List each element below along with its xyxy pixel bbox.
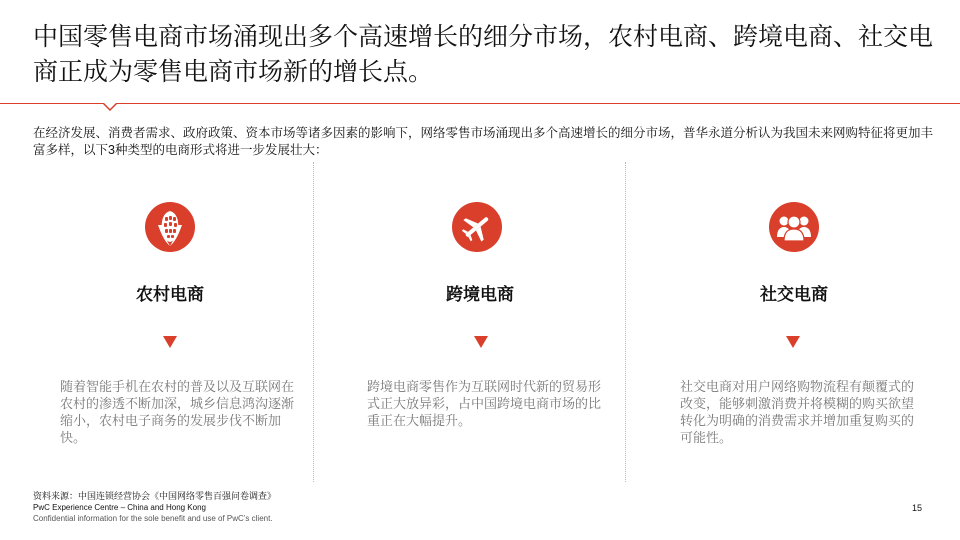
page-number: 15	[912, 503, 923, 513]
column-rural-ecommerce	[20, 166, 320, 486]
down-arrow-icon	[163, 336, 177, 348]
organization-name: PwC Experience Centre – China and Hong Kong	[33, 503, 206, 512]
column-heading: 农村电商	[136, 285, 204, 304]
source-note: 资料来源：中国连锁经营协会《中国网络零售百强问卷调查》	[33, 491, 277, 501]
intro-paragraph: 在经济发展、消费者需求、政府政策、资本市场等诸多因素的影响下，网络零售市场涌现出多个高速增长的细分市场，普华永道分析认为我国未来网购特征将更加丰富多样，以下3种类型的电商形式将进一步发展壮大：	[33, 126, 934, 157]
column-heading: 跨境电商	[446, 285, 514, 304]
column-body: 社交电商对用户网络购物流程有颠覆式的改变，能够刺激消费并将模糊的购买欲望转化为明确的消费需求并增加重复购买的可能性。	[680, 379, 915, 445]
down-arrow-icon	[786, 336, 800, 348]
column-heading: 社交电商	[760, 285, 828, 304]
people-group-icon	[769, 202, 819, 252]
confidentiality-note: Confidential information for the sole benefit and use of PwC’s client.	[33, 514, 273, 523]
column-body: 随着智能手机在农村的普及以及互联网在农村的渗透不断加深，城乡信息鸿沟逐渐缩小，农村电子商务的发展步伐不断加快。	[60, 379, 295, 445]
corn-icon	[145, 202, 195, 252]
airplane-icon	[452, 202, 502, 252]
title-notch	[103, 103, 117, 111]
title-underline	[0, 103, 960, 104]
page-title: 中国零售电商市场涌现出多个高速增长的细分市场，农村电商、跨境电商、社交电商正成为零售电商市场新的增长点。	[33, 23, 934, 86]
column-crossborder-ecommerce	[330, 166, 630, 486]
down-arrow-icon	[474, 336, 488, 348]
column-social-ecommerce	[640, 166, 940, 486]
column-body: 跨境电商零售作为互联网时代新的贸易形式正大放异彩，占中国跨境电商市场的比重正在大幅提升。	[367, 379, 602, 428]
